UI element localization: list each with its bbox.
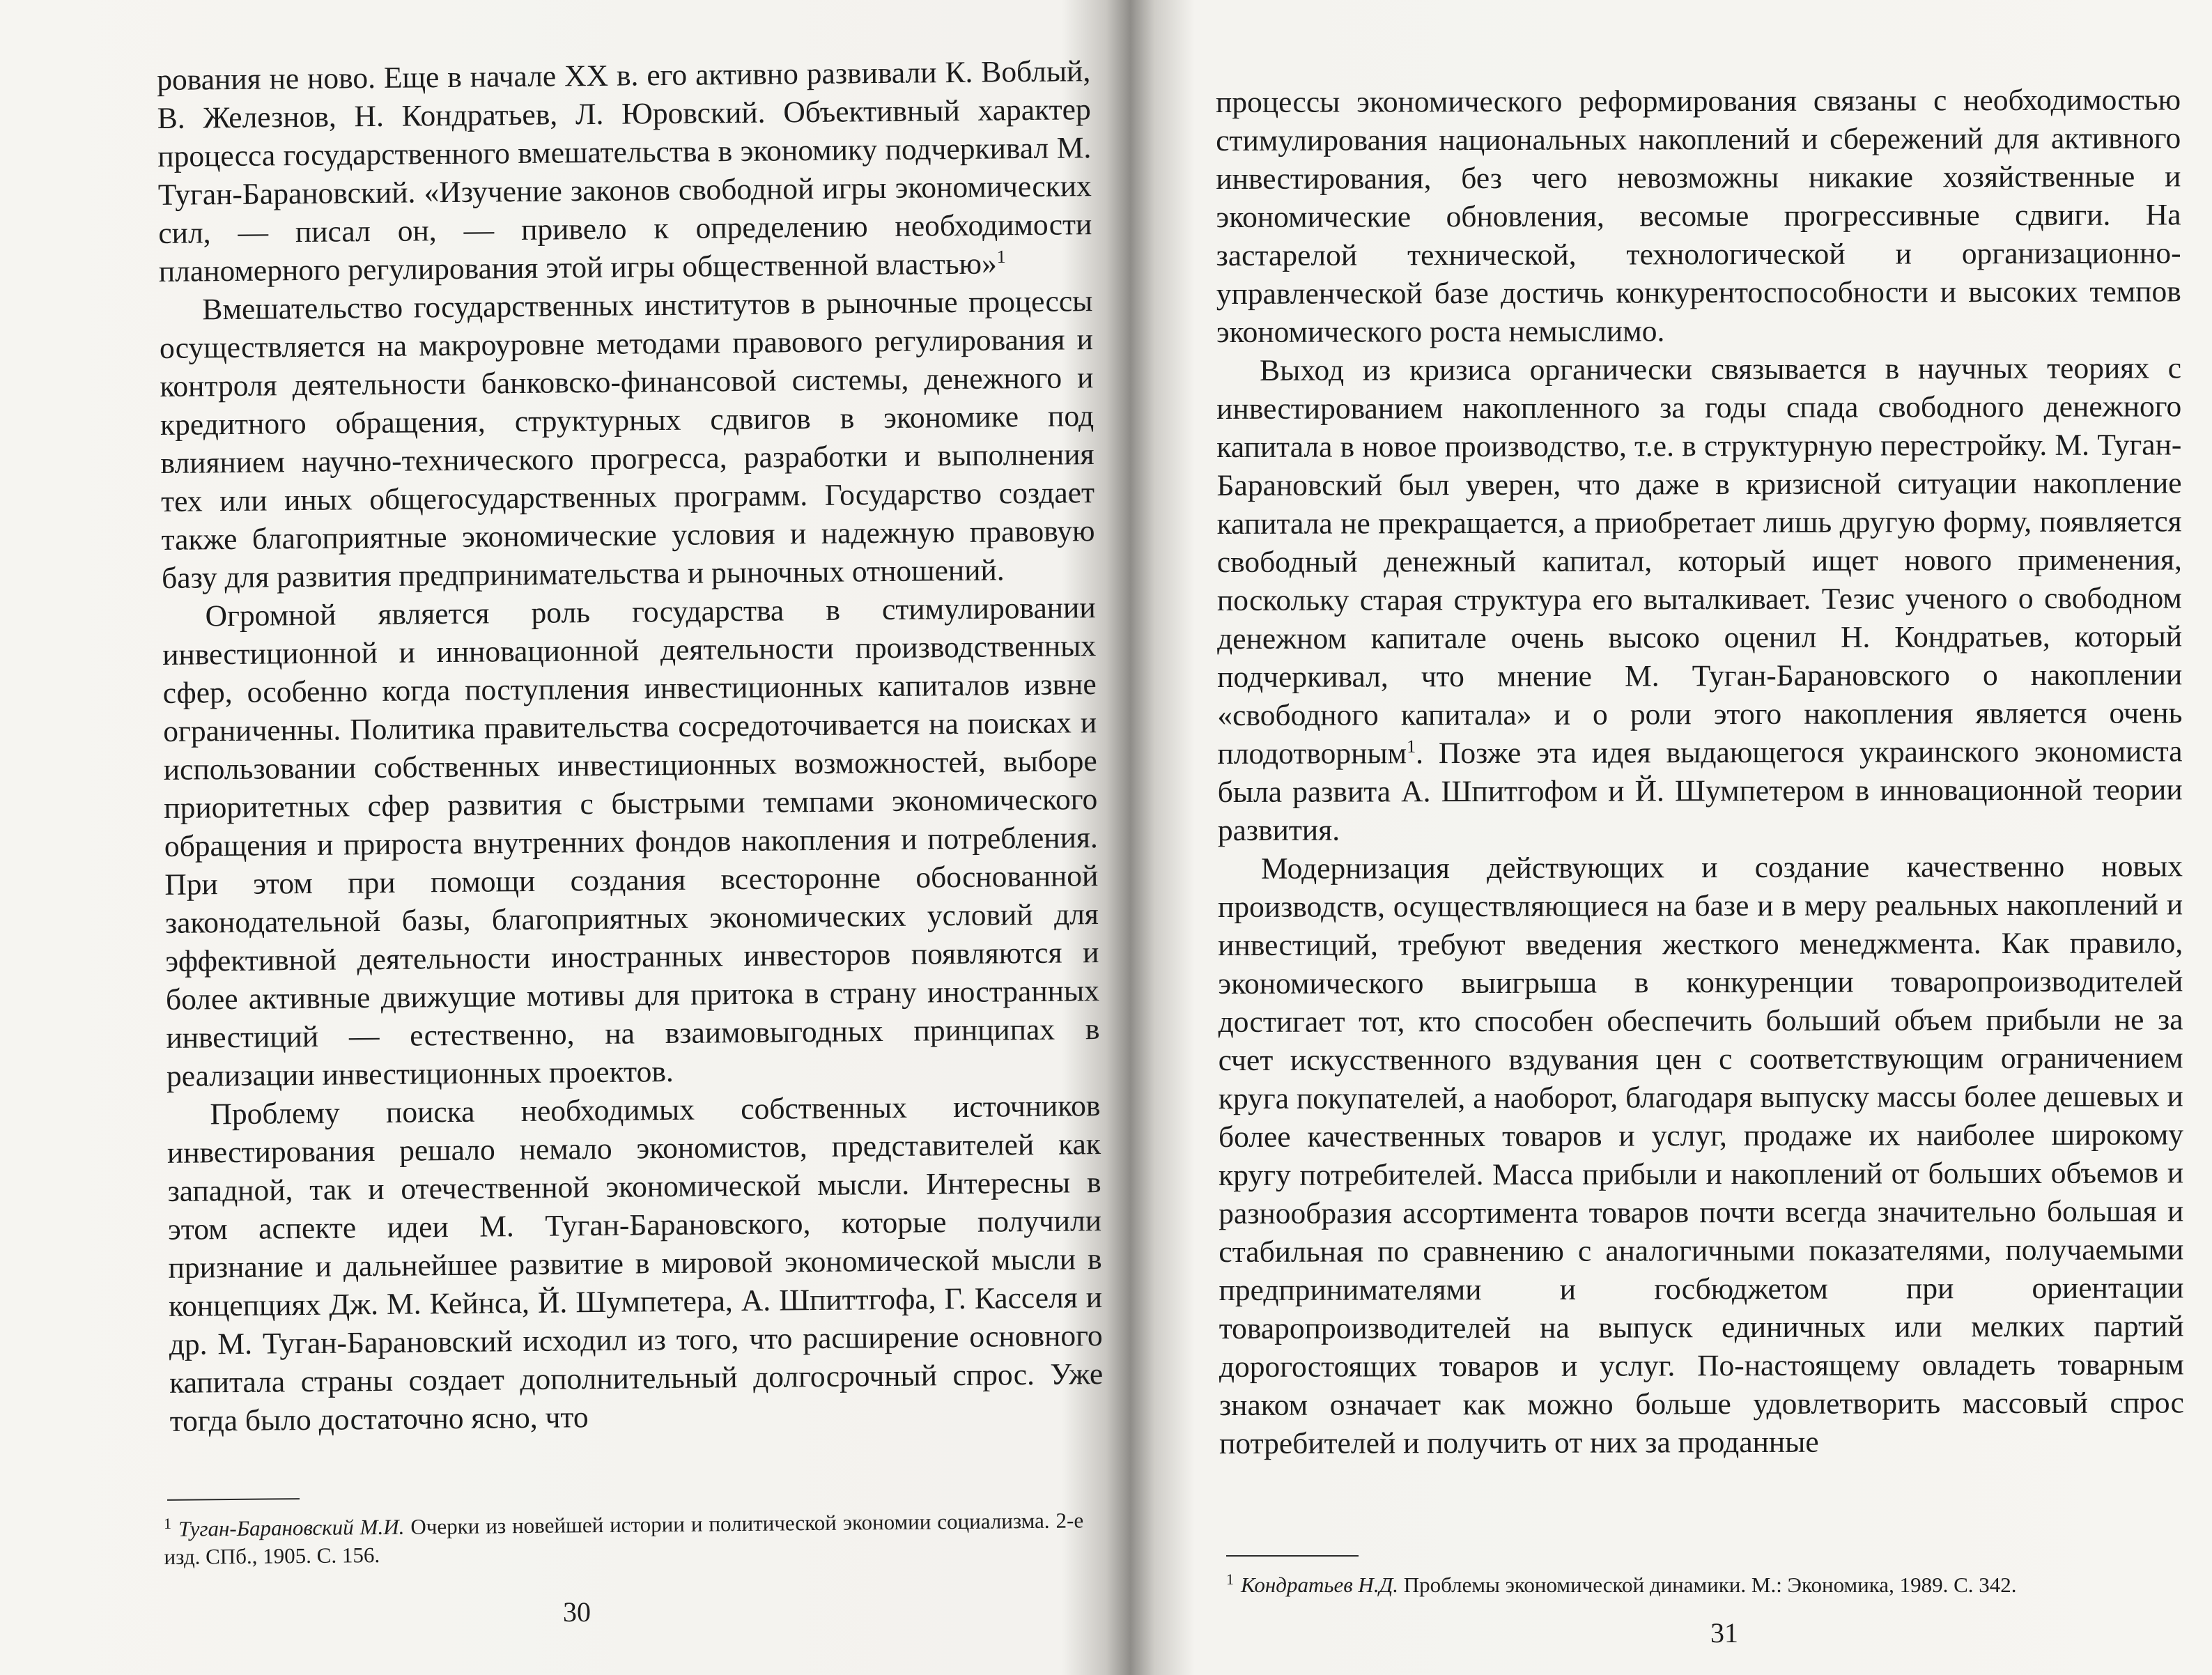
- left-paragraph-4: Проблему поиска необходимых собственных источников инвестирования решало немало экономистов, представителей как западной, так и отечественной экономической мысли. Интересны в этом аспекте идеи М. Туган-Барановского, которые получили признание и дальнейшее развитие в мировой экономической мысли в концепциях Дж. М. Кейнса, Й. Шумпетера, А. Шпиттгофа, Г. Касселя и др. М. Туган-Барановский исходил из того, что расширение основного капитала страны создает дополнительный долгосрочный спрос. Уже тогда было достаточно ясно, что: [167, 1089, 1104, 1438]
- left-page-text: [157, 52, 1104, 1441]
- footnote-divider: [1226, 1555, 1359, 1557]
- footnote-text: Очерки из новейшей истории и политической экономии социализма. 2-е изд. СПб., 1905. С. 156.: [164, 1508, 1084, 1569]
- right-paragraph-3: Модернизация действующих и создание качественно новых производств, осуществляющиеся на базе и в меру реальных накоплений и инвестиций, требуют введения жесткого менеджмента. Как правило, экономического выигрыша в конкуренции товаропроизводителей достигает тот, кто способен обеспечить больший объем прибыли не за счет искусственного вздувания цен с соответствующим ограничением круга покупателей, а наоборот, благодаря выпуску массы более дешевых и более качественных товаров и услуг, продаже их наиболее широкому кругу потребителей. Масса прибыли и накоплений от больших объемов и разнообразия ассортимента товаров почти всегда значительно большая и стабильная по сравнению с аналогичными показателями, получаемыми предпринимателями и госбюджетом при ориентации товаропроизводителей на выпуск единичных или мелких партий дорогостоящих товаров и услуг. По-настоящему овладеть товарным знаком означает как можно больше удовлетворить массовый спрос потребителей и получить от них за проданные: [1218, 849, 2185, 1460]
- footnote-reference: 1: [996, 246, 1006, 267]
- right-footnote: [1226, 1571, 2181, 1599]
- footnote-divider: [167, 1498, 300, 1501]
- right-page-number: 31: [1710, 1617, 1738, 1649]
- right-page-text: [1216, 81, 2184, 1463]
- left-paragraph-2: Вмешательство государственных институтов в рыночные процессы осуществляется на макроуровне методами правового регулирования и контроля деятельности банковско-финансовой системы, денежного и кредитного обращения, структурных сдвигов в экономике под влиянием научно-технического прогресса, разработки и выполнения тех или иных общегосударственных программ. Государство создает также благоприятные экономические условия и надежную правовую базу для развития предпринимательства и рыночных отношений.: [159, 284, 1095, 595]
- left-paragraph-3: Огромной является роль государства в стимулировании инвестиционной и инновационной деятельности производственных сфер, особенно когда поступления инвестиционных капиталов извне ограниченны. Политика правительства сосредоточивается на поисках и использовании собственных инвестиционных возможностей, выборе приоритетных сфер развития с быстрыми темпами экономического обращения и прироста внутренних фондов накопления и потребления. При этом при помощи создания всесторонне обоснованной законодательной базы, благоприятных экономических условий для эффективной деятельности иностранных инвесторов появляются и более активные движущие мотивы для притока в страну иностранных инвестиций — естественно, на взаимовыгодных принципах в реализации инвестиционных проектов.: [162, 591, 1100, 1093]
- footnote-author: Кондратьев Н.Д.: [1241, 1573, 1399, 1597]
- left-footnote: [164, 1506, 1084, 1571]
- footnote-text: Проблемы экономической динамики. М.: Экономика, 1989. С. 342.: [1403, 1573, 2017, 1597]
- right-paragraph-1: процессы экономического реформирования связаны с необходимостью стимулирования национальных накоплений и сбережений для активного инвестирования, без чего невозможны никакие хозяйственные и экономические обновления, весомые прогрессивные сдвиги. На застарелой технической, технологической и организационно-управленческой базе достичь конкурентоспособности и высоких темпов экономического роста немыслимо.: [1216, 83, 2181, 349]
- footnote-author: Туган-Барановский М.И.: [178, 1514, 405, 1541]
- left-page-number: 30: [563, 1596, 591, 1628]
- right-page: [1143, 0, 2212, 1675]
- paragraph-text: Выход из кризиса органически связывается в научных теориях с инвестированием накопленного за годы спада свободного денежного капитала в новое производство, т.е. в структурную перестройку. М. Туган-Барановский был уверен, что даже в кризисной ситуации накопление капитала не прекращается, а приобретает лишь другую форму, появляется свободный денежный капитал, который ищет нового применения, поскольку старая структура его выталкивает. Тезис ученого о свободном денежном капитале очень высоко оценил Н. Кондратьев, который подчеркивал, что мнение М. Туган-Барановского о накоплении «свободного капитала» и о роли этого накопления является очень плодотворным: [1216, 351, 2183, 771]
- footnote-mark: 1: [163, 1514, 172, 1532]
- right-paragraph-2: [1216, 349, 2183, 850]
- footnote-mark: 1: [1226, 1570, 1234, 1588]
- footnote-reference: 1: [1407, 736, 1416, 757]
- paragraph-text-continued: . Позже эта идея выдающегося украинского экономиста была развита А. Шпитгофом и Й. Шумпетером в инновационной теории развития.: [1217, 734, 2183, 847]
- paragraph-text: рования не ново. Еще в начале XX в. его активно развивали К. Воблый, В. Железнов, Н. Кондратьев, Л. Юровский. Объективный характер процесса государственного вмешательства в экономику подчеркивал М. Туган-Барановский. «Изучение законов свободной игры экономических сил, — писал он, — привело к определению необходимости планомерного регулирования этой игры общественной властью»: [157, 54, 1092, 288]
- left-paragraph-1: [157, 52, 1092, 291]
